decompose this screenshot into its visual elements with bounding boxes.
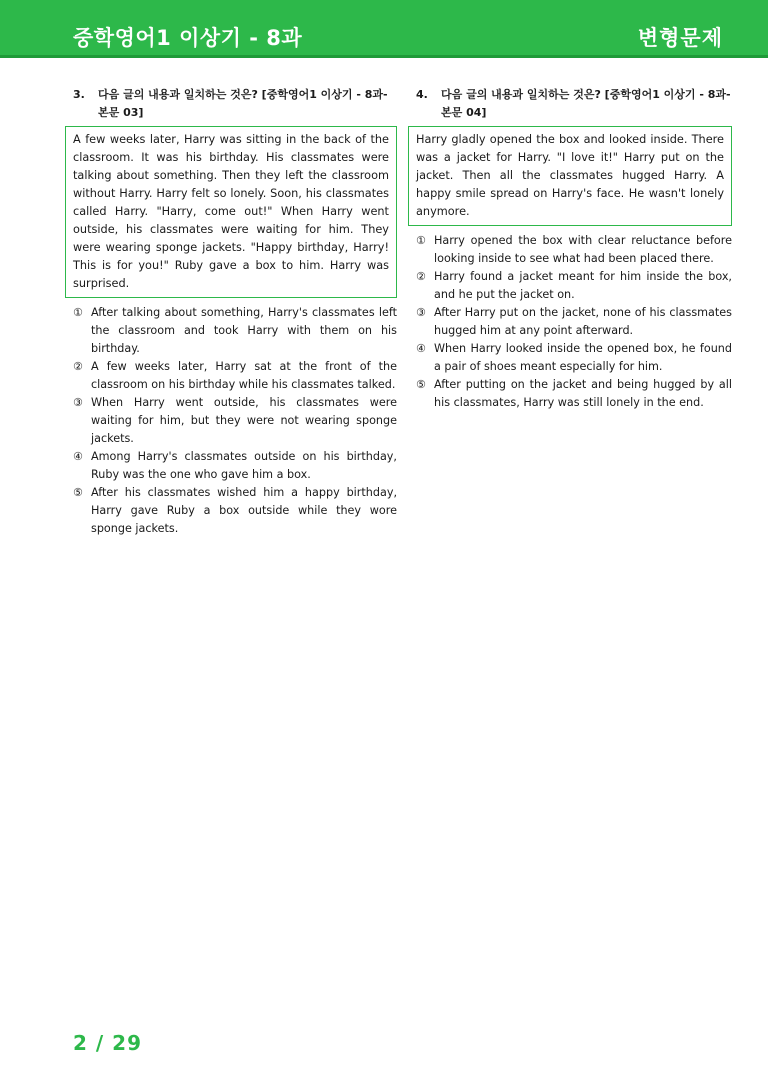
question-prompt: 다음 글의 내용과 일치하는 것은? [중학영어1 이상기 - 8과-본문 04]: [441, 88, 731, 119]
choice-text: Among Harry's classmates outside on his birthday, Ruby was the one who gave him a box.: [91, 450, 397, 481]
choice-number: ②: [73, 360, 83, 373]
header-section-label: 변형문제: [637, 26, 723, 50]
choice-3[interactable]: [416, 304, 732, 340]
choice-number: ④: [73, 450, 83, 463]
choice-text: Harry opened the box with clear reluctance before looking inside to see what had been placed there.: [434, 234, 732, 265]
choice-text: When Harry looked inside the opened box, he found a pair of shoes meant especially for him.: [434, 342, 732, 373]
question-header: [416, 86, 732, 122]
choice-number: ⑤: [73, 486, 83, 499]
choice-2[interactable]: [73, 358, 397, 394]
choice-text: When Harry went outside, his classmates were waiting for him, but they were not wearing sponge jackets.: [91, 396, 397, 445]
choice-text: After his classmates wished him a happy birthday, Harry gave Ruby a box outside while they wore sponge jackets.: [91, 486, 397, 535]
choice-text: Harry found a jacket meant for him inside the box, and he put the jacket on.: [434, 270, 732, 301]
question-4: [416, 86, 732, 412]
choice-number: ①: [416, 234, 426, 247]
choice-1[interactable]: [73, 304, 397, 358]
choice-number: ③: [416, 306, 426, 319]
choice-5[interactable]: [73, 484, 397, 538]
question-number: 3.: [73, 88, 85, 101]
choice-number: ②: [416, 270, 426, 283]
choice-4[interactable]: [73, 448, 397, 484]
choice-text: After Harry put on the jacket, none of his classmates hugged him at any point afterward.: [434, 306, 732, 337]
question-3: [73, 86, 397, 538]
choice-list: [73, 304, 397, 538]
question-prompt: 다음 글의 내용과 일치하는 것은? [중학영어1 이상기 - 8과-본문 03]: [98, 88, 388, 119]
header-title: 중학영어1 이상기 - 8과: [73, 26, 303, 50]
choice-text: After putting on the jacket and being hugged by all his classmates, Harry was still lonely in the end.: [434, 378, 732, 409]
question-header: [73, 86, 397, 122]
choice-text: A few weeks later, Harry sat at the front of the classroom on his birthday while his classmates talked.: [91, 360, 397, 391]
page-number: 2 / 29: [73, 1031, 142, 1055]
choice-3[interactable]: [73, 394, 397, 448]
choice-number: ①: [73, 306, 83, 319]
passage-box: Harry gladly opened the box and looked inside. There was a jacket for Harry. "I love it!" Harry put on the jacket. Then all the classmates hugged Harry. A happy smile spread on Harry's face. He wasn't lonely anymore.: [408, 126, 732, 226]
choice-2[interactable]: [416, 268, 732, 304]
choice-5[interactable]: [416, 376, 732, 412]
choice-number: ⑤: [416, 378, 426, 391]
choice-text: After talking about something, Harry's classmates left the classroom and took Harry with them on his birthday.: [91, 306, 397, 355]
choice-4[interactable]: [416, 340, 732, 376]
question-number: 4.: [416, 88, 428, 101]
choice-1[interactable]: [416, 232, 732, 268]
choice-number: ③: [73, 396, 83, 409]
choice-number: ④: [416, 342, 426, 355]
choice-list: [416, 232, 732, 412]
page-header: [0, 0, 768, 58]
passage-box: A few weeks later, Harry was sitting in the back of the classroom. It was his birthday. His classmates were talking about something. Then they left the classroom without Harry. Harry felt so lonely. Soon, his classmates called Harry. "Harry, come out!" When Harry went outside, his classmates were waiting for him. They were wearing sponge jackets. "Happy birthday, Harry! This is for you!" Ruby gave a box to him. Harry was surprised.: [65, 126, 397, 298]
